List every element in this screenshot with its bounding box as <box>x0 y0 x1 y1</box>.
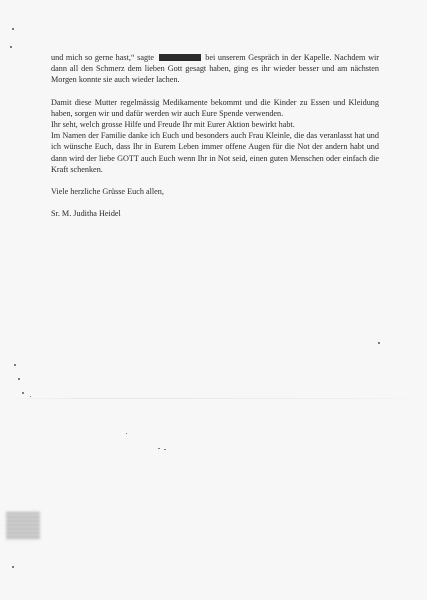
letter-body <box>51 52 379 219</box>
paragraph-kapelle-start: und mich so gerne hast,“ sagte <box>51 53 157 62</box>
scan-speck <box>158 448 160 449</box>
scan-speck <box>30 396 31 397</box>
paragraph-dank: Im Namen der Familie danke ich Euch und besonders auch Frau Kleinle, die das veranlasst hat und ich wünsche Euch, dass Ihr in Eurem Leben immer offene Augen für die Not der andern habt und dann wird der liebe GOTT auch Euch wenn Ihr in Not seid, einen guten Menschen oder einfach die Kraft schenken. <box>51 131 379 174</box>
scan-speck <box>378 342 380 344</box>
scan-speck <box>18 378 20 380</box>
paragraph-hilfe: Ihr seht, welch grosse Hilfe und Freude Ihr mit Eurer Aktion bewirkt habt. <box>51 120 295 130</box>
scan-speck <box>126 433 127 434</box>
scan-speck <box>10 46 12 48</box>
blurred-stamp <box>6 512 40 540</box>
paragraph-medikamente: Damit diese Mutter regelmässig Medikamente bekommt und die Kinder zu Essen und Kleidung haben, sorgen wir und dafür werden wir auch Eure Spende verwenden. <box>51 97 379 118</box>
signature-line: Sr. M. Juditha Heidel <box>51 209 121 219</box>
redacted-name <box>159 54 201 61</box>
scan-speck <box>164 449 166 450</box>
scan-speck <box>12 566 14 568</box>
scan-speck <box>22 392 24 394</box>
closing-line: Viele herzliche Grüsse Euch allen, <box>51 187 164 197</box>
scan-speck <box>12 28 14 30</box>
scan-speck <box>14 364 16 366</box>
paragraph-kapelle-rest: bei unserem Gespräch in der Kapelle. Nachdem wir dann all den Schmerz dem lieben Gott gesagt haben, ging es ihr wieder besser und am nächsten Morgen konnte sie auch wieder lachen. <box>51 53 379 85</box>
paragraph-kapelle <box>51 52 379 86</box>
paper-fold-line <box>0 398 427 399</box>
